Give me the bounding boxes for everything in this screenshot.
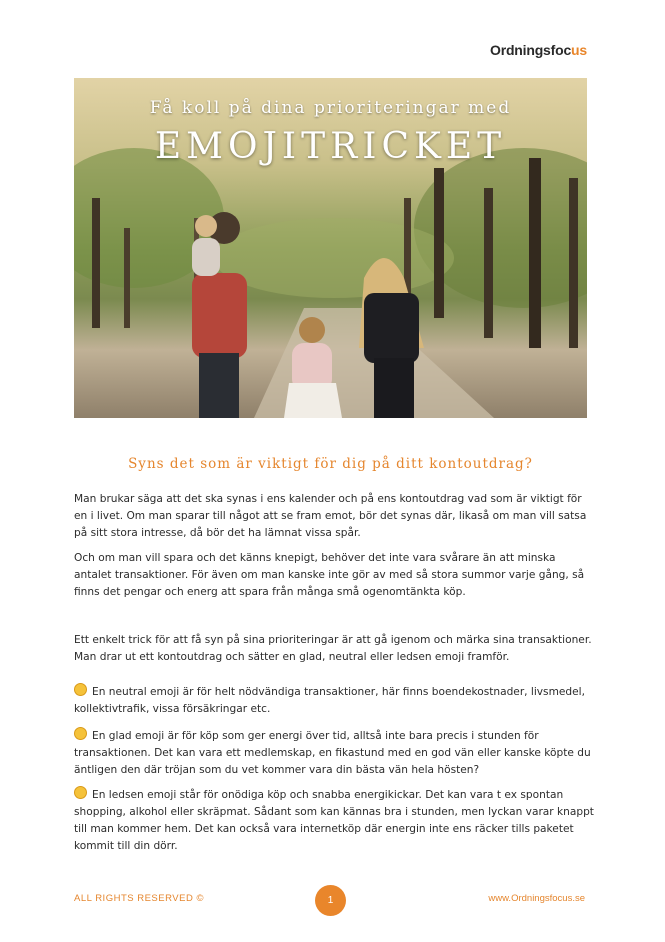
section-heading: Syns det som är viktigt för dig på ditt kontoutdrag? bbox=[128, 456, 533, 472]
paragraph-sad bbox=[74, 786, 594, 855]
smiling-face-emoji-icon bbox=[74, 727, 87, 740]
logo-accent-text: us bbox=[571, 42, 587, 58]
paragraph-neutral bbox=[74, 683, 594, 718]
website-link[interactable]: www.Ordningsfocus.se bbox=[488, 893, 585, 904]
copyright-notice: ALL RIGHTS RESERVED © bbox=[74, 893, 204, 904]
paragraph-happy bbox=[74, 727, 594, 779]
brand-logo bbox=[490, 42, 587, 58]
paragraph-saving: Och om man vill spara och det känns knepigt, behöver det inte vara svårare än att minska antalet transaktioner. För även om man kanske inte gör av med så stora summor varje gång, så finns det pengar och energ att spara från många små ogenomtänkta köp. bbox=[74, 552, 585, 598]
hero-image bbox=[74, 78, 587, 418]
paragraph-trick: Ett enkelt trick för att få syn på sina prioriteringar är att gå igenom och märka sina transaktioner. Man drar ut ett kontoutdrag och sätter en glad, neutral eller ledsen emoji framför. bbox=[74, 634, 592, 663]
hero-title: EMOJITRICKET bbox=[154, 126, 507, 167]
hero-subtitle: Få koll på dina prioriteringar med bbox=[149, 98, 512, 118]
page-number-badge: 1 bbox=[315, 885, 346, 916]
logo-text: Ordningsfoc bbox=[490, 42, 572, 58]
neutral-face-emoji-icon bbox=[74, 683, 87, 696]
happy-text: En glad emoji är för köp som ger energi över tid, alltså inte bara precis i stunden för transaktionen. Det kan vara ett medlemskap, en fikastund med en god vän eller kanske köpte du äntligen den där tröjan som du vet kommer vara din bästa vän hela hösten? bbox=[74, 730, 591, 776]
paragraph-intro: Man brukar säga att det ska synas i ens kalender och på ens kontoutdrag vad som är viktigt för en i livet. Om man sparar till något att se fram emot, bör det synas där, likaså om man vill satsa på sitt stora intresse, då bör det ha lämnat vissa spår. bbox=[74, 493, 587, 539]
sad-text: En ledsen emoji står för onödiga köp och snabba energikickar. Det kan vara t ex spontan shopping, alkohol eller skräpmat. Sådant som kan kännas bra i stunden, men lyckan varar knappt till man kommer hem. Det kan också vara internetköp där energin inte ens räcker tills paketet kommit till din dörr. bbox=[74, 789, 594, 852]
sad-face-emoji-icon bbox=[74, 786, 87, 799]
neutral-text: En neutral emoji är för helt nödvändiga transaktioner, här finns boendekostnader, livsmedel, kollektivtrafik, vissa försäkringar etc. bbox=[74, 686, 585, 715]
